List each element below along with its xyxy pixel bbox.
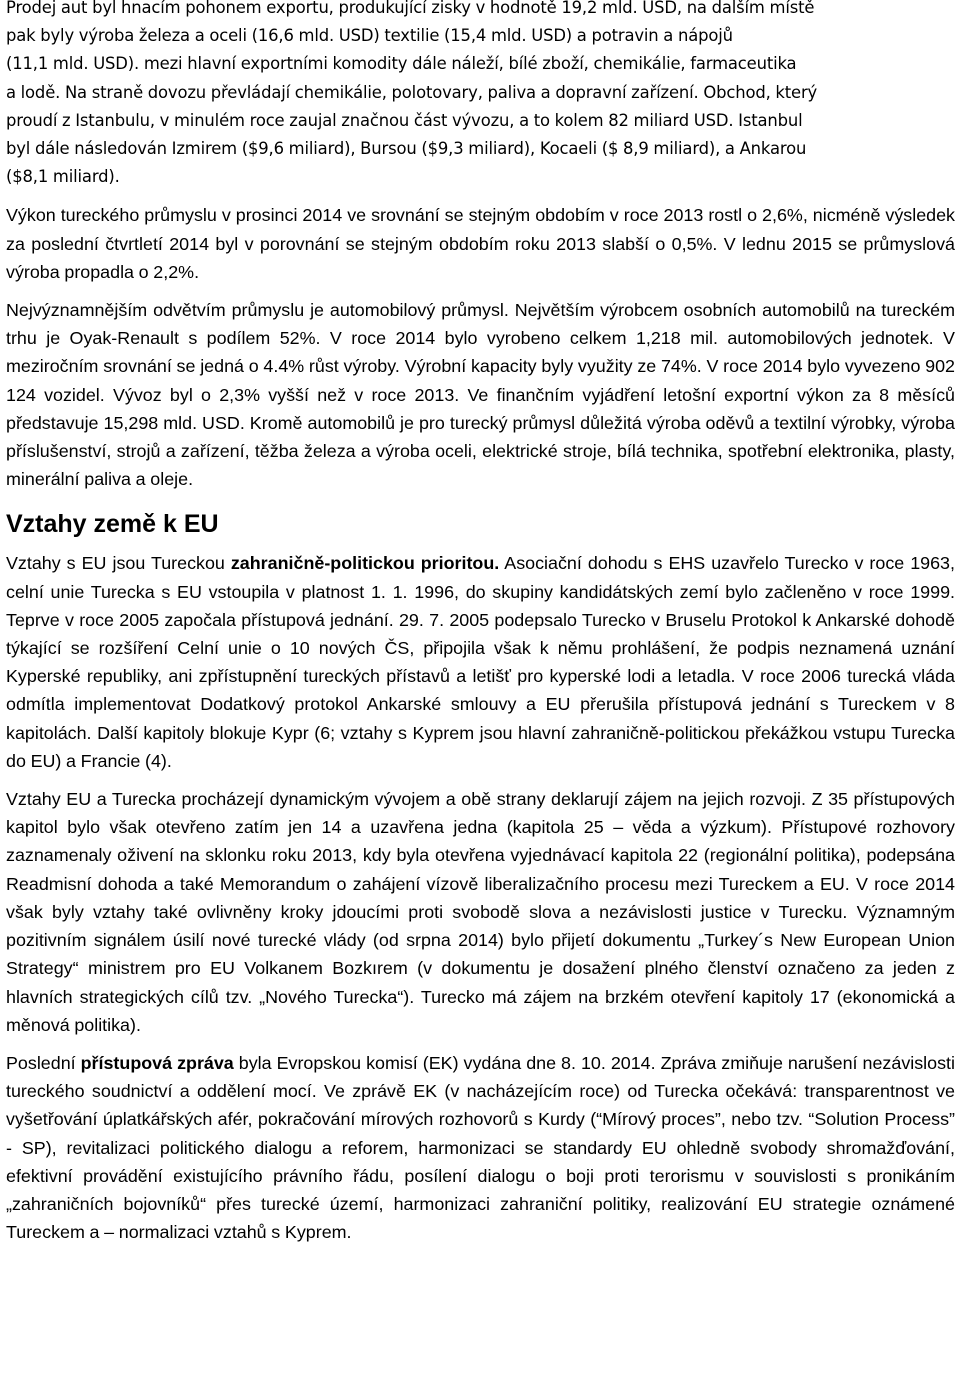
text-run: Asociační dohodu s EHS uzavřelo Turecko v roce 1963, celní unie Turecka s EU vstoupila v platnost 1. 1. 1996, do skupiny kandidátských zemí bylo začleněno v roce 1999. Teprve v roce 2005 započala přístupová jednání. 29. 7. 2005 podepsalo Turecko v Bruselu Protokol k Ankarské dohodě týkající se rozšíření Celní unie o 10 nových ČS, připojila však k němu prohlášení, že podpis neznamená uznání Kyperské republiky, ani zpřístupnění tureckých přístavů a letišť pro kyperské lodi a letadla. V roce 2006 turecká vláda odmítla implementovat Dodatkový protokol Ankarské smlouvy a EU přerušila přístupová jednání s Tureckem v 8 kapitolách. Další kapitoly blokuje Kypr (6; vztahy s Kyprem jsou hlavní zahraničně-politickou překážkou vstupu Turecka do EU) a Francie (4). — [6, 553, 955, 771]
intro-line: Prodej aut byl hnacím pohonem exportu, produkující zisky v hodnotě 19,2 mld. USD, na dalším místě — [6, 0, 815, 17]
accession-report-paragraph — [6, 1049, 955, 1246]
eu-dynamics-paragraph: Vztahy EU a Turecka procházejí dynamickým vývojem a obě strany deklarují zájem na jejich rozvoji. Z 35 přístupových kapitol bylo však otevřeno zatím jen 14 a uzavřena jedna (kapitola 25 – věda a výzkum). Přístupové rozhovory zaznamenaly oživení na sklonku roku 2013, kdy byla otevřena vyjednávací kapitola 22 (regionální politika), podepsána Readmisní dohoda a také Memorandum o zahájení vízově liberalizačního procesu mezi Tureckem a EU. V roce 2014 však byly vztahy také ovlivněny kroky jdoucími proti svobodě slova a nezávislosti justice v Turecku. Významným pozitivním signálem úsilí nové turecké vlády (od srpna 2014) bylo přijetí dokumentu „Turkey´s New European Union Strategy“ ministrem pro EU Volkanem Bozkırem (v dokumentu je dosažení plného členství označeno za jeden z hlavních strategických cílů tzv. „Nového Turecka“). Turecko má zájem na brzkém otevření kapitoly 17 (ekonomická a měnová politika). — [6, 789, 955, 1035]
intro-line: pak byly výroba železa a oceli (16,6 mld. USD) textilie (15,4 mld. USD) a potravin a nápojů — [6, 26, 733, 46]
automotive-paragraph: Nejvýznamnějším odvětvím průmyslu je automobilový průmysl. Největším výrobcem osobních automobilů na tureckém trhu je Oyak-Renault s podílem 52%. V roce 2014 bylo vyrobeno celkem 1,218 mil. automobilových jednotek. V meziročním srovnání se jedná o 4.4% růst výroby. Výrobní kapacity byly využity ze 74%. V roce 2014 bylo vyvezeno 902 124 vozidel. Vývoz byl o 2,3% vyšší než v roce 2013. Ve finančním vyjádření letošní exportní výkon za 8 měsíců představuje 15,298 mld. USD. Kromě automobilů je pro turecký průmysl důležitá výroba oděvů a textilní výrobky, výroba příslušenství, strojů a zařízení, těžba železa a výroba oceli, elektrické stroje, bílá technika, spotřební elektronika, plasty, minerální paliva a oleje. — [6, 300, 955, 490]
intro-line: (11,1 mld. USD). mezi hlavní exportními komodity dále náleží, bílé zboží, chemikálie, farmaceutika — [6, 54, 797, 74]
bold-text-run: zahraničně-politickou prioritou. — [230, 553, 500, 574]
section-heading: Vztahy země k EU — [6, 510, 219, 539]
document-page — [6, 0, 955, 1246]
text-run: Vztahy s EU jsou Tureckou — [6, 553, 231, 574]
text-run: Poslední — [6, 1052, 81, 1073]
intro-line: byl dále následován Izmirem ($9,6 miliard), Bursou ($9,3 miliard), Kocaeli ($ 8,9 miliard), a Ankarou — [6, 139, 807, 159]
bold-text-run: přístupová zpráva — [80, 1052, 234, 1073]
intro-line: proudí z Istanbulu, v minulém roce zaujal značnou část vývozu, a to kolem 82 miliard USD. Istanbul — [6, 110, 803, 130]
industry-output-paragraph: Výkon tureckého průmyslu v prosinci 2014 ve srovnání se stejným obdobím v roce 2013 rostl o 2,6%, nicméně výsledek za poslední čtvrtletí 2014 byl v porovnání se stejným obdobím roku 2013 slabší o 0,5%. V lednu 2015 se průmyslová výroba propadla o 2,2%. — [6, 205, 955, 282]
eu-relations-paragraph — [6, 549, 955, 775]
intro-line: ($8,1 miliard). — [6, 167, 120, 187]
text-run: byla Evropskou komisí (EK) vydána dne 8. 10. 2014. Zpráva zmiňuje narušení nezávislosti tureckého soudnictví a oddělení mocí. Ve zprávě EK (v nacházejícím roce) od Turecka očekává: transparentnost ve vyšetřování úplatkářských afér, pokračování mírových rozhovorů s Kurdy (“Mírový proces”, nebo tzv. “Solution Process” - SP), revitalizaci politického dialogu a reforem, harmonizaci se standardy EU ohledně svobody shromažďování, efektivní provádění existujícího právního řádu, posílení dialogu o boji proti terorismu v souvislosti s pronikáním „zahraničních bojovníků“ přes turecké území, harmonizaci zahraniční politiky, realizování EU strategie oznámené Tureckem a – normalizaci vztahů s Kyprem. — [6, 1052, 955, 1243]
intro-line: a lodě. Na straně dovozu převládají chemikálie, polotovary, paliva a dopravní zařízení. Obchod, který — [6, 82, 818, 102]
intro-paragraph — [6, 0, 955, 191]
